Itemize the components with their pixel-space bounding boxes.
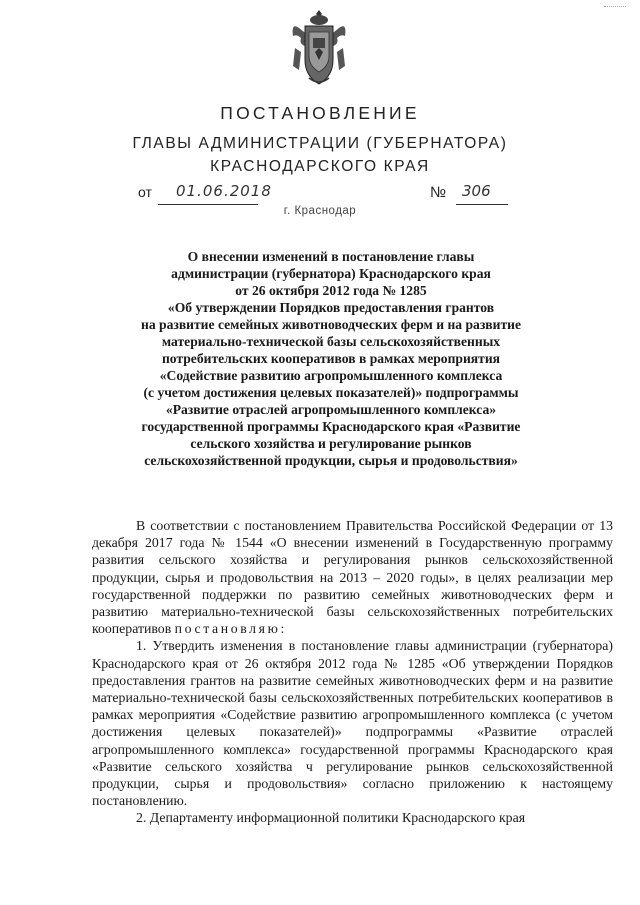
title-line: «Развитие отраслей агропромышленного комплекса» (165, 402, 497, 417)
item-2-paragraph: 2. Департаменту информационной политики Краснодарского края (136, 810, 526, 826)
title-line: государственной программы Краснодарского края «Развитие (141, 419, 521, 434)
scan-mark (604, 6, 626, 9)
title-line: администрации (губернатора) Краснодарского края (171, 266, 491, 281)
city-label: г. Краснодар (283, 205, 357, 217)
title-line: от 26 октября 2012 года № 1285 (235, 283, 427, 298)
document-title (108, 248, 554, 469)
title-line: О внесении изменений в постановление главы (187, 249, 475, 264)
preamble-text: В соответствии с постановлением Правительства Российской Федерации от 13 декабря 2017 года № 1544 «О внесении изменений в Государственную программу развития сельского хозяйства и регулирования рынков сельскохозяйственной продукции, сырья и продовольствия на 2013 – 2020 годы», в целях реализации мер государственной поддержки по развитию семейных животноводческих ферм и развитию материально-технической базы сельскохозяйственных потребительских кооперативов (92, 518, 613, 637)
handwritten-number: 306 (462, 182, 491, 200)
number-field (456, 184, 508, 205)
decree-word: постановляю: (174, 621, 287, 637)
title-line: «Содействие развитию агропромышленного комплекса (159, 368, 503, 383)
date-label: от (138, 184, 152, 200)
date-field (158, 182, 272, 205)
title-line: материально-технической базы сельскохозяйственных (161, 334, 501, 349)
title-line: «Об утверждении Порядков предоставления грантов (167, 300, 495, 315)
title-line: потребительских кооперативов в рамках мероприятия (161, 351, 501, 366)
issuer-heading: ГЛАВЫ АДМИНИСТРАЦИИ (ГУБЕРНАТОРА) (132, 135, 508, 152)
number-label: № (430, 184, 447, 201)
title-line: на развитие семейных животноводческих ферм и на развитие (140, 317, 522, 332)
title-line: сельского хозяйства и регулирование рынков (190, 436, 472, 451)
preamble-paragraph (92, 517, 613, 637)
title-line: (с учетом достижения целевых показателей)» подпрограммы (143, 385, 519, 400)
title-line: сельскохозяйственной продукции, сырья и продовольствия» (144, 453, 518, 468)
document-type-heading: ПОСТАНОВЛЕНИЕ (220, 103, 420, 123)
handwritten-date: 01.06.2018 (176, 182, 272, 200)
region-heading: КРАСНОДАРСКОГО КРАЯ (210, 158, 430, 175)
coat-of-arms-emblem (291, 8, 347, 88)
document-body (92, 517, 613, 827)
item-1-paragraph: 1. Утвердить изменения в постановление главы администрации (губернатора) Краснодарского края от 26 октября 2012 года № 1285 «Об утверждении Порядков предоставления грантов на развитие семейных животноводческих ферм и на развитие материально-технической базы сельскохозяйственных потребительских кооперативов в рамках мероприятия «Содействие развитию агропромышленного комплекса (с учетом достижения целевых показателей)» подпрограммы «Развитие отраслей агропромышленного комплекса» государственной программы Краснодарского края «Развитие сельского хозяйства ч регулирование рынков сельскохозяйственной продукции, сырья и продовольствия» согласно приложению к настоящему постановлению. (92, 638, 613, 809)
